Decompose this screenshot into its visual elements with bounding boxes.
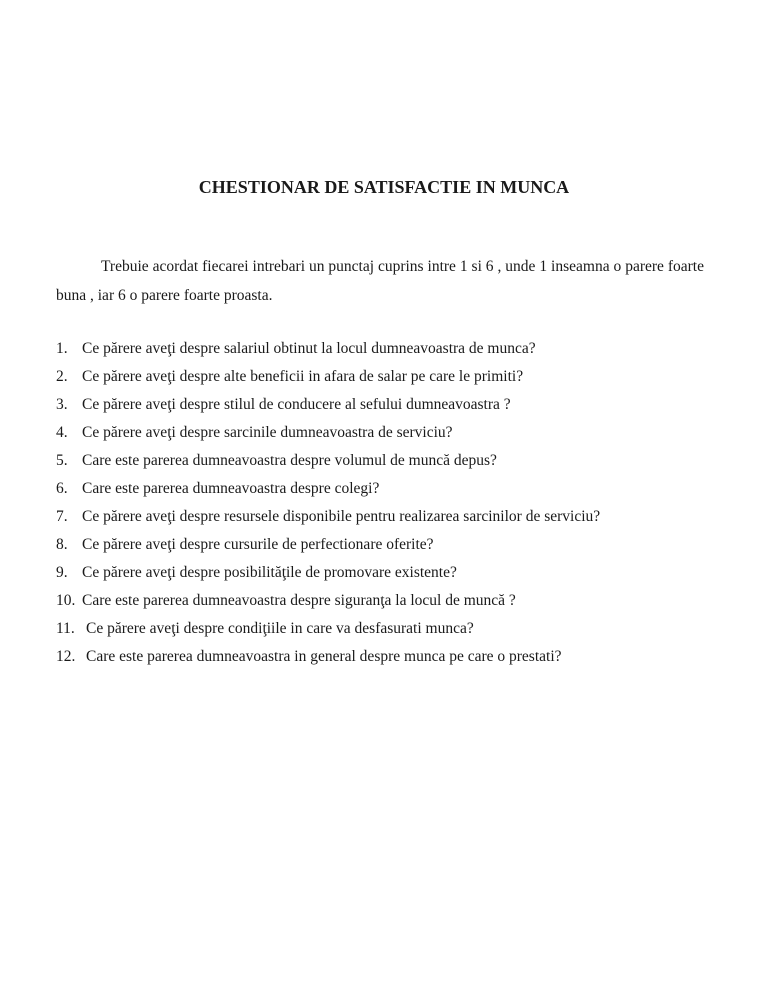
question-item (56, 559, 716, 587)
question-text: Care este parerea dumneavoastra despre colegi? (82, 480, 380, 497)
question-text: Care este parerea dumneavoastra despre siguranţa la locul de muncă ? (82, 592, 516, 609)
question-text: Ce părere aveţi despre condiţiile in care va desfasurati munca? (86, 620, 474, 637)
question-item (56, 447, 716, 475)
question-number: 7. (56, 508, 68, 525)
question-item (56, 615, 716, 643)
question-number: 10. (56, 592, 76, 609)
question-number: 8. (56, 536, 68, 553)
question-item (56, 531, 716, 559)
intro-paragraph: Trebuie acordat fiecarei intrebari un punctaj cuprins intre 1 si 6 , unde 1 inseamna o parere foarte buna , iar 6 o parere foarte proasta. (56, 258, 704, 304)
question-item (56, 643, 716, 671)
question-text: Ce părere aveţi despre resursele disponibile pentru realizarea sarcinilor de serviciu? (82, 508, 601, 525)
question-text: Ce părere aveţi despre salariul obtinut la locul dumneavoastra de munca? (82, 340, 536, 357)
question-item (56, 335, 716, 363)
question-text: Care este parerea dumneavoastra despre volumul de muncă depus? (82, 452, 497, 469)
question-item (56, 587, 716, 615)
question-text: Ce părere aveţi despre cursurile de perfectionare oferite? (82, 536, 434, 553)
question-number: 1. (56, 340, 68, 357)
document-title: CHESTIONAR DE SATISFACTIE IN MUNCA (198, 177, 570, 197)
question-text: Ce părere aveţi despre stilul de conducere al sefului dumneavoastra ? (82, 396, 511, 413)
question-text: Care este parerea dumneavoastra in general despre munca pe care o prestati? (86, 648, 562, 665)
question-number: 9. (56, 564, 68, 581)
question-item (56, 363, 716, 391)
question-text: Ce părere aveţi despre sarcinile dumneavoastra de serviciu? (82, 424, 453, 441)
question-number: 3. (56, 396, 68, 413)
question-item (56, 503, 716, 531)
question-item (56, 391, 716, 419)
question-number: 6. (56, 480, 68, 497)
question-text: Ce părere aveţi despre posibilităţile de promovare existente? (82, 564, 457, 581)
question-list (56, 335, 716, 671)
question-item (56, 419, 716, 447)
question-number: 5. (56, 452, 68, 469)
question-number: 4. (56, 424, 68, 441)
question-text: Ce părere aveţi despre alte beneficii in afara de salar pe care le primiti? (82, 368, 524, 385)
question-item (56, 475, 716, 503)
question-number: 11. (56, 620, 75, 637)
question-number: 12. (56, 648, 76, 665)
question-number: 2. (56, 368, 68, 385)
